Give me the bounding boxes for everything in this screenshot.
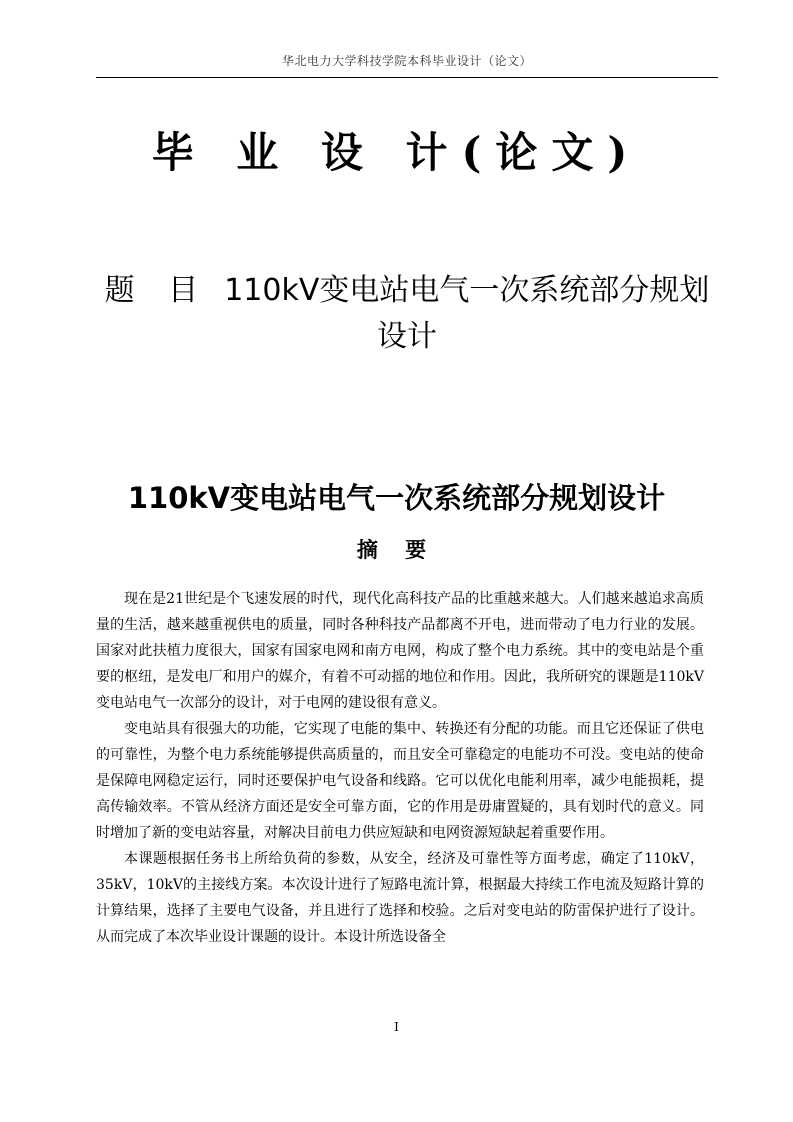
abstract-paragraph-2: 变电站具有很强大的功能，它实现了电能的集中、转换还有分配的功能。而且它还保证了供电的可靠性，为整个电力系统能够提供高质量的，而且安全可靠稳定的电能功不可没。变电站的使命是保障电网稳定运行，同时还要保护电气设备和线路。它可以优化电能利用率，减少电能损耗，提高传输效率。不管从经济方面还是安全可靠方面，它的作用是毋庸置疑的，具有划时代的意义。同时增加了新的变电站容量，对解决目前电力供应短缺和电网资源短缺起着重要作用。 bbox=[96, 721, 704, 841]
topic-label: 题 目 bbox=[104, 273, 211, 308]
topic-value: 110kV变电站电气一次系统部分规划设计 bbox=[224, 273, 710, 354]
running-header: 华北电力大学科技学院本科毕业设计（论文） bbox=[281, 54, 532, 68]
abstract-heading: 摘 要 bbox=[356, 538, 437, 562]
abstract-body bbox=[96, 586, 704, 950]
topic-block bbox=[96, 268, 718, 360]
main-title: 毕 业 设 计(论文) bbox=[151, 128, 642, 177]
abstract-paragraph-3: 本课题根据任务书上所给负荷的参数，从安全，经济及可靠性等方面考虑，确定了110kV，35kV，10kV的主接线方案。本次设计进行了短路电流计算，根据最大持续工作电流及短路计算的计算结果，选择了主要电气设备，并且进行了选择和校验。之后对变电站的防雷保护进行了设计。从而完成了本次毕业设计课题的设计。本设计所选设备全 bbox=[96, 851, 704, 945]
abstract-paragraph-1: 现在是21世纪是个飞速发展的时代，现代化高科技产品的比重越来越大。人们越来越追求高质量的生活，越来越重视供电的质量，同时各种科技产品都离不开电，进而带动了电力行业的发展。国家对此扶植力度很大，国家有国家电网和南方电网，构成了整个电力系统。其中的变电站是个重要的枢纽，是发电厂和用户的媒介，有着不可动摇的地位和作用。因此，我所研究的课题是110kV变电站电气一次部分的设计，对于电网的建设很有意义。 bbox=[96, 591, 704, 711]
header-rule bbox=[96, 77, 718, 78]
page-number: I bbox=[394, 1020, 399, 1034]
thesis-title: 110kV变电站电气一次系统部分规划设计 bbox=[127, 481, 666, 515]
